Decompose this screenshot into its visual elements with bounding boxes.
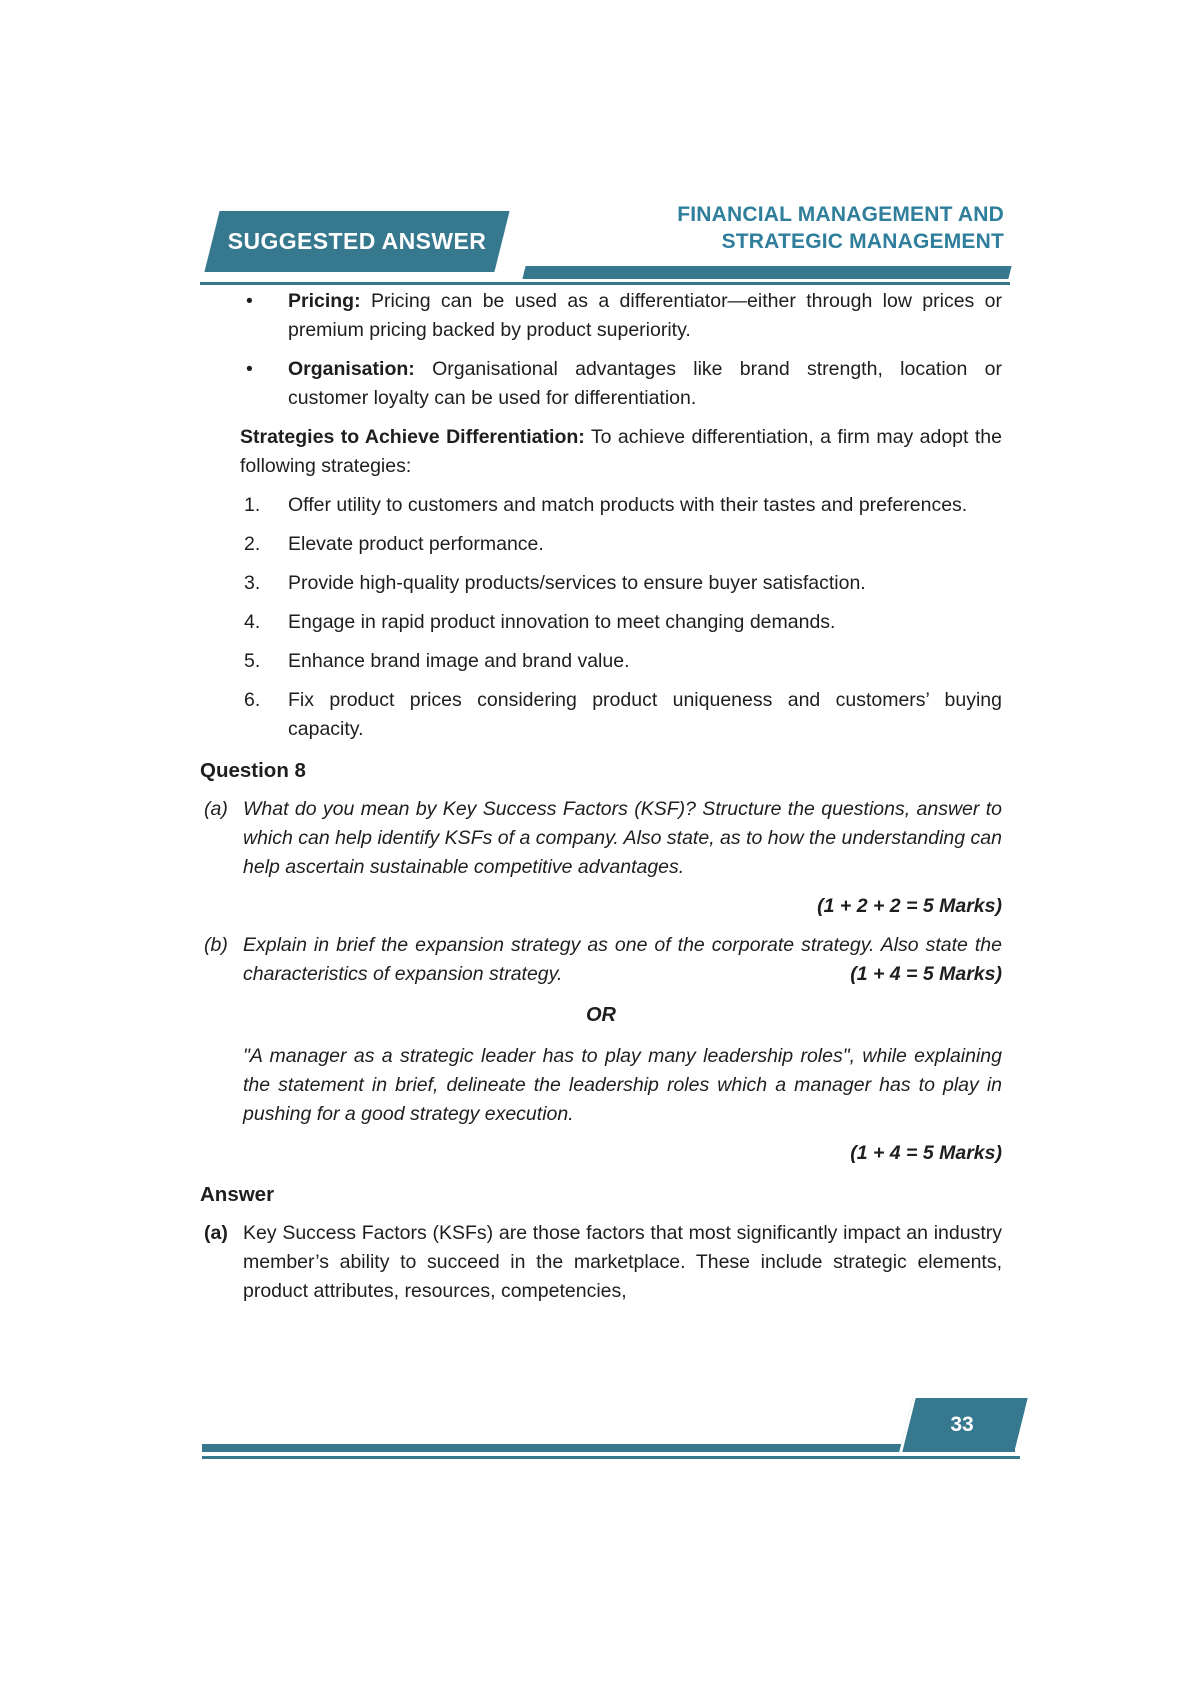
numbered-list — [200, 491, 1002, 744]
question-8a-marks: (1 + 2 + 2 = 5 Marks) — [817, 895, 1002, 917]
question-8a-label: (a) — [204, 798, 228, 820]
item-text: Fix product prices considering product uniqueness and customers’ buying capacity. — [288, 689, 1002, 740]
item-number: 4. — [244, 611, 261, 633]
item-text: Engage in rapid product innovation to meet changing demands. — [288, 611, 836, 633]
header-rule-thick — [522, 266, 1011, 279]
answer-heading: Answer — [200, 1183, 275, 1206]
item-text: Offer utility to customers and match products with their tastes and preferences. — [288, 494, 968, 516]
question-8b-text: Explain in brief the expansion strategy as one of the corporate strategy. Also state the characteristics of expansion strategy. — [243, 934, 1002, 985]
question-8b-alt-marks: (1 + 4 = 5 Marks) — [850, 1142, 1002, 1164]
bullet-text: Organisational advantages like brand strength, location or customer loyalty can be used for differentiation. — [288, 358, 1003, 409]
page-number: 33 — [950, 1413, 974, 1436]
bullet-icon: • — [246, 358, 253, 380]
bullet-item — [200, 355, 1002, 413]
item-text: Enhance brand image and brand value. — [288, 650, 630, 672]
question-8b-marks: (1 + 4 = 5 Marks) — [850, 963, 1002, 985]
numbered-item — [200, 686, 1002, 744]
footer-rule-thin — [202, 1456, 1020, 1459]
item-text: Provide high-quality products/services to ensure buyer satisfaction. — [288, 572, 866, 594]
item-number: 1. — [244, 494, 261, 516]
suggested-answer-label: SUGGESTED ANSWER — [227, 228, 487, 254]
item-text: Elevate product performance. — [288, 533, 544, 555]
bullet-icon: • — [246, 290, 253, 312]
document-title-line2: STRATEGIC MANAGEMENT — [721, 230, 1004, 253]
question-heading: Question 8 — [200, 759, 306, 782]
page-content — [200, 287, 1002, 1306]
answer-8a-text: Key Success Factors (KSFs) are those factors that most significantly impact an industry member’s ability to succeed in the marketplace. These include strategic elements, product attributes, resources, competencies, — [243, 1222, 1002, 1302]
numbered-item — [200, 491, 1002, 520]
header-rule-thin — [200, 282, 1010, 285]
item-number: 3. — [244, 572, 261, 594]
strategies-paragraph — [200, 423, 1002, 481]
answer-8a-label: (a) — [204, 1222, 228, 1244]
bullet-text: Pricing can be used as a differentiator—either through low prices or premium pricing backed by product superiority. — [288, 290, 1002, 341]
question-8a — [200, 795, 1002, 882]
numbered-item — [200, 647, 1002, 676]
bullet-lead: Pricing: — [288, 290, 361, 312]
strategies-text: To achieve differentiation, a firm may adopt the following strategies: — [240, 426, 1002, 477]
bullet-item — [200, 287, 1002, 345]
item-number: 2. — [244, 533, 261, 555]
bullet-list — [200, 287, 1002, 413]
item-number: 5. — [244, 650, 261, 672]
numbered-item — [200, 569, 1002, 598]
item-number: 6. — [244, 689, 261, 711]
numbered-item — [200, 530, 1002, 559]
question-8b-alternative — [200, 1042, 1002, 1129]
bullet-lead: Organisation: — [288, 358, 415, 380]
question-8a-text: What do you mean by Key Success Factors (KSF)? Structure the questions, answer to which can help identify KSFs of a company. Also state, as to how the understanding can help ascertain sustainable competitive advantages. — [243, 798, 1002, 878]
question-8b-label: (b) — [204, 934, 228, 956]
document-title-line1: FINANCIAL MANAGEMENT AND — [677, 203, 1004, 226]
document-title — [677, 201, 1004, 255]
question-8b — [200, 931, 1002, 989]
numbered-item — [200, 608, 1002, 637]
strategies-lead: Strategies to Achieve Differentiation: — [240, 426, 585, 448]
footer-rule-thick — [202, 1444, 1015, 1452]
answer-8a — [200, 1219, 1002, 1306]
question-8b-alt-text: "A manager as a strategic leader has to play many leadership roles", while explaining the statement in brief, delineate the leadership roles which a manager has to play in pushing for a good strategy execution. — [243, 1045, 1002, 1125]
or-separator: OR — [586, 1004, 616, 1026]
